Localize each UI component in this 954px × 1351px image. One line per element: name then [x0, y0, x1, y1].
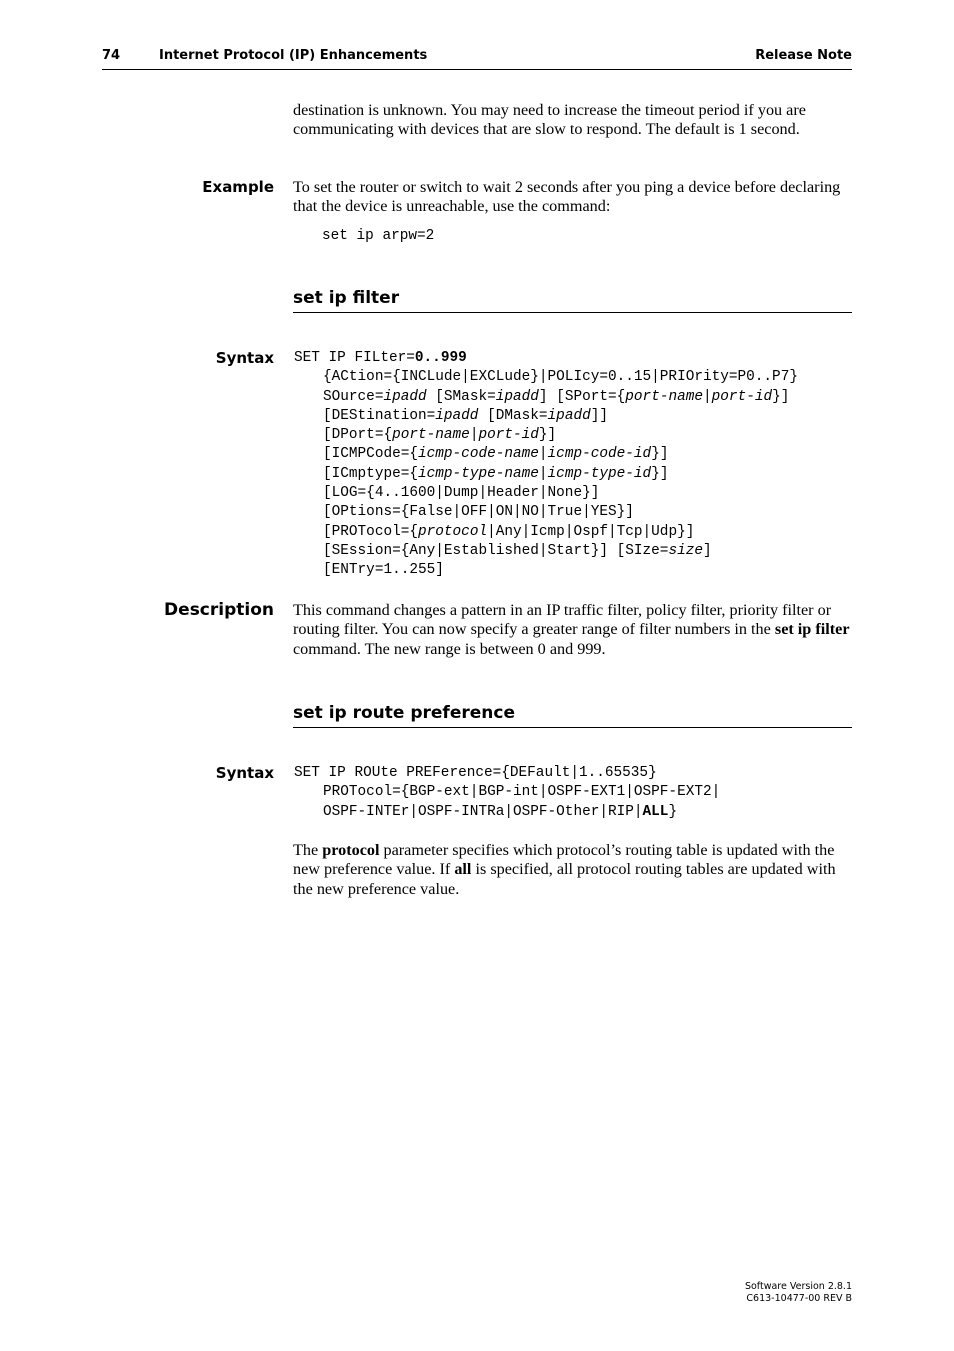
syntax-line: [SEssion={Any|Established|Start}] [SIze=size]: [323, 542, 712, 559]
example-label: Example: [202, 178, 274, 196]
route-syntax-label: Syntax: [215, 764, 274, 782]
document-id: C613-10477-00 REV B: [746, 1293, 852, 1304]
filter-syntax-label: Syntax: [215, 349, 274, 367]
syntax-line: OSPF-INTEr|OSPF-INTRa|OSPF-Other|RIP|ALL}: [323, 803, 678, 820]
syntax-line: [LOG={4..1600|Dump|Header|None}]: [323, 485, 600, 502]
software-version: Software Version 2.8.1: [744, 1281, 852, 1292]
section-title-set-ip-route-preference: set ip route preference: [293, 703, 852, 728]
release-note-label: Release Note: [755, 48, 852, 63]
page-number: 74: [102, 48, 121, 63]
syntax-line: [DEStination=ipadd [DMask=ipadd]]: [323, 407, 609, 424]
description-text: This command changes a pattern in an IP traffic filter, policy filter, priority filter or routing filter. You can now specify a greater range of filter numbers in the set ip filter command. The new range is between 0 and 999.: [293, 601, 850, 658]
intro-paragraph: destination is unknown. You may need to increase the timeout period if you are communicating with devices that are slow to respond. The default is 1 second.: [293, 101, 806, 139]
protocol-note: The protocol parameter specifies which protocol’s routing table is updated with the new preference value. If all is specified, all protocol routing tables are updated with the new preference value.: [293, 841, 836, 898]
chapter-title: Internet Protocol (IP) Enhancements: [159, 48, 428, 63]
page-header: [102, 48, 852, 70]
syntax-line: [ICmptype={icmp-type-name|icmp-type-id}]: [323, 465, 669, 482]
example-text: To set the router or switch to wait 2 seconds after you ping a device before declaring that the device is unreachable, use the command:: [293, 178, 841, 216]
syntax-line: [OPtions={False|OFF|ON|NO|True|YES}]: [323, 504, 634, 521]
description-label: Description: [164, 600, 274, 620]
syntax-line: [PROTocol={protocol|Any|Icmp|Ospf|Tcp|Udp}]: [323, 523, 695, 540]
syntax-line: [ICMPCode={icmp-code-name|icmp-code-id}]: [323, 446, 669, 463]
example-command: set ip arpw=2: [322, 228, 435, 244]
syntax-line: [DPort={port-name|port-id}]: [323, 427, 557, 444]
syntax-line: {ACtion={INCLude|EXCLude}|POLIcy=0..15|PRIOrity=P0..P7}: [323, 369, 798, 386]
syntax-line: [ENTry=1..255]: [323, 562, 444, 579]
syntax-line: SOurce=ipadd [SMask=ipadd] [SPort={port-name|port-id}]: [323, 388, 790, 405]
syntax-line: PROTocol={BGP-ext|BGP-int|OSPF-EXT1|OSPF-EXT2|: [323, 784, 721, 801]
route-syntax-block: SET IP ROUte PREFerence={DEFault|1..65535} PROTocol={BGP-ext|BGP-int|OSPF-EXT1|OSPF-EXT2| OSPF-INTEr|OSPF-INTRa|OSPF-Other|RIP|ALL}: [294, 764, 720, 822]
filter-syntax-block: SET IP FILter=0..999 {ACtion={INCLude|EXCLude}|POLIcy=0..15|PRIOrity=P0..P7} SOurce=ipadd [SMask=ipadd] [SPort={port-name|port-id}] [DEStination=ipadd [DMask=ipadd]] [DPort={port-name|port-id}] [ICMPCode={icmp-code-name|icmp-code-id}] [ICmptype={icmp-type-name|icmp-type-id}] [LOG={4..1600|Dump|Header|None}] [OPtions={False|OFF|ON|NO|True|YES}] [PROTocol={protocol|Any|Icmp|Ospf|Tcp|Udp}] [SEssion={Any|Established|Start}] [SIze=size] [ENTry=1..255]: [294, 349, 798, 581]
section-title-set-ip-filter: set ip filter: [293, 288, 852, 313]
page-footer: [745, 1281, 852, 1305]
